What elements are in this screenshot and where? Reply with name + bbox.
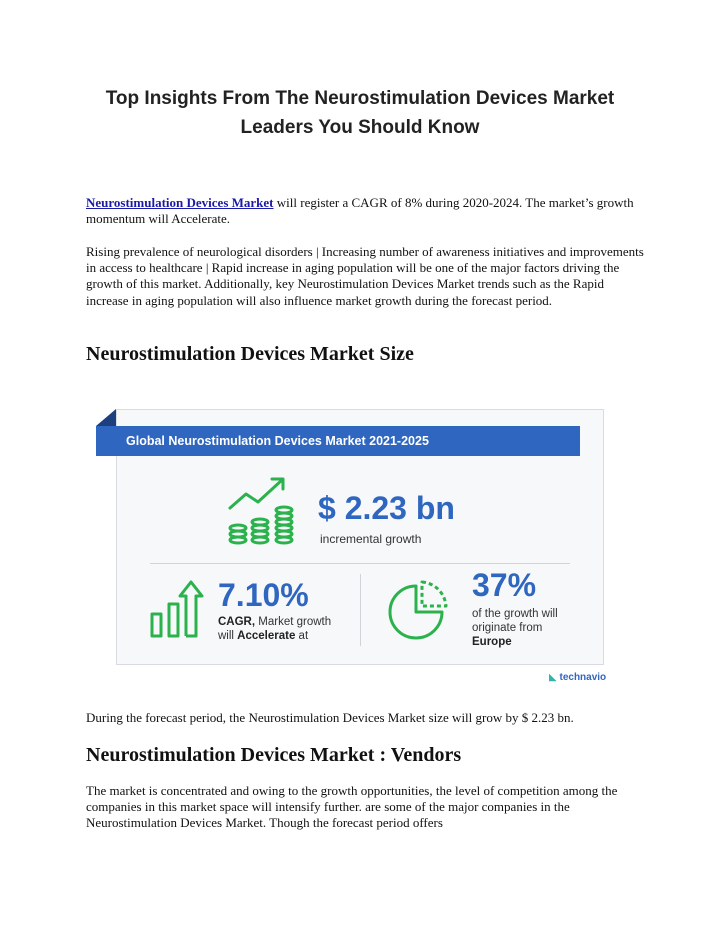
infographic-divider-horizontal [150, 563, 570, 564]
technavio-logo-text: technavio [559, 672, 607, 683]
share-line2: originate from [472, 622, 543, 634]
incremental-value: $ 2.23 bn [318, 490, 455, 526]
banner-fold [96, 409, 116, 426]
vendors-heading: Neurostimulation Devices Market : Vendors [86, 744, 462, 766]
vendors-paragraph: The market is concentrated and owing to the growth opportunities, the level of competition among the companies in this market space will intensify further. are some of the major companies in the Neurostimulation Devices Market. Though the forecast period offers [86, 783, 618, 831]
infographic-banner: Global Neurostimulation Devices Market 2021-2025 [96, 426, 580, 456]
share-value: 37% [472, 567, 537, 603]
cagr-text3: at [295, 630, 309, 642]
cagr-text1: Market growth [255, 616, 332, 628]
share-label [472, 607, 558, 649]
technavio-logo-mark: ◣ [549, 672, 557, 683]
size-caption: During the forecast period, the Neurostimulation Devices Market size will grow by $ 2.23 bn. [86, 710, 574, 725]
bar-growth-icon [149, 578, 205, 640]
cagr-bold: CAGR, [218, 616, 256, 628]
intro-paragraph [86, 195, 646, 227]
page-title-line2: Leaders You Should Know [240, 117, 480, 138]
page-title [60, 84, 660, 142]
size-heading: Neurostimulation Devices Market Size [86, 343, 414, 365]
pie-chart-icon [384, 578, 448, 642]
cagr-value: 7.10% [218, 577, 309, 613]
cagr-label-line1 [218, 615, 331, 629]
growth-chart-icon [226, 474, 302, 546]
infographic-divider-vertical [360, 574, 361, 646]
cagr-bold2: Accelerate [237, 630, 296, 642]
share-region: Europe [472, 636, 512, 648]
cagr-label-line2 [218, 629, 331, 643]
incremental-label: incremental growth [320, 532, 422, 546]
drivers-paragraph: Rising prevalence of neurological disorders | Increasing number of awareness initiatives and improvements in access to healthcare | Rapid increase in aging population will be one of the major factors driving the growth of this market. Additionally, key Neurostimulation Devices Market trends such as the Rapid increase in aging population will also influence market growth during the forecast period. [86, 244, 644, 308]
cagr-text2: will [218, 630, 238, 642]
cagr-label [218, 615, 331, 643]
intro-text: will register a CAGR of 8% during 2020-2024. The market’s growth momentum will Accelerate. [86, 195, 634, 227]
share-line1: of the growth will [472, 608, 558, 620]
technavio-logo [549, 672, 606, 683]
page-title-line1: Top Insights From The Neurostimulation Devices Market [105, 88, 615, 109]
market-link[interactable]: Neurostimulation Devices Market [86, 195, 274, 210]
